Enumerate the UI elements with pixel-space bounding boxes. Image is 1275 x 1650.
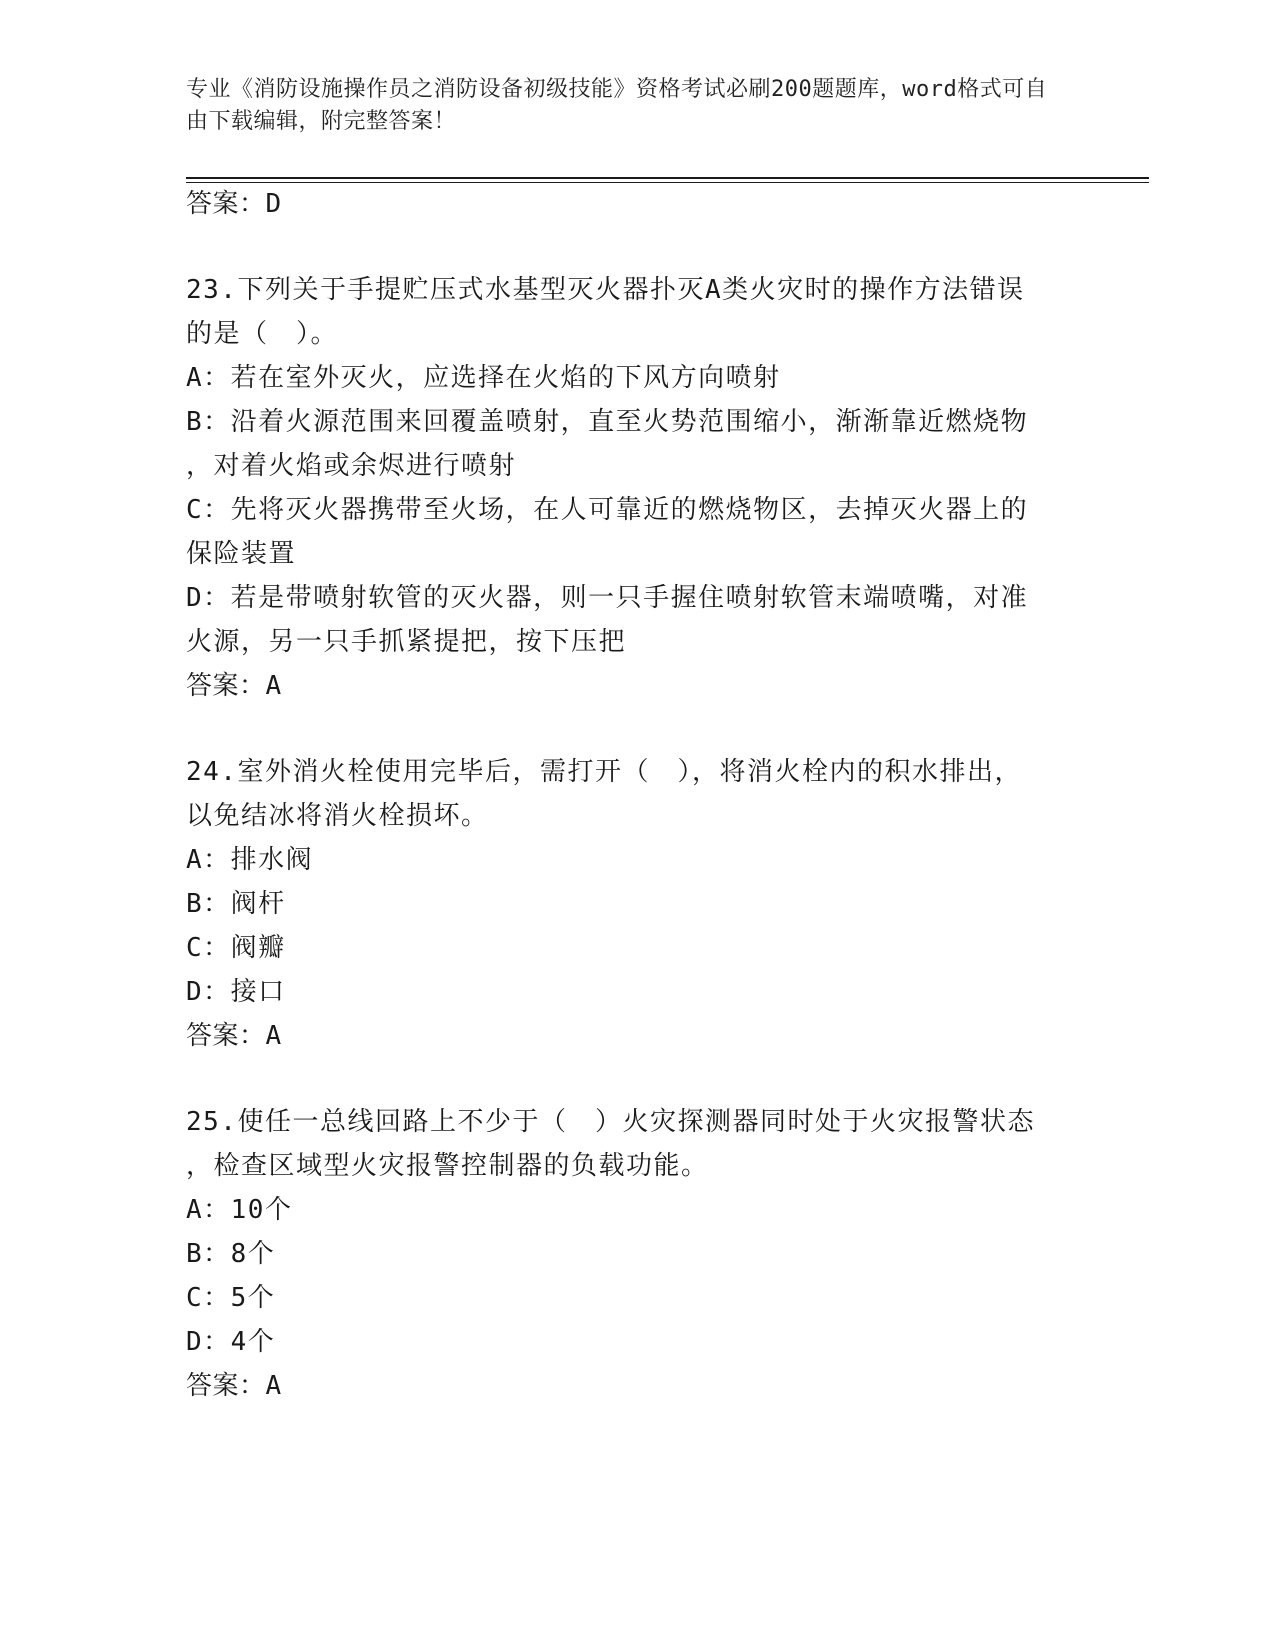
question-25-option-b: B：8个	[186, 1239, 276, 1269]
document-header: 专业《消防设施操作员之消防设备初级技能》资格考试必刷200题题库，word格式可自由下载编辑，附完整答案！	[186, 77, 1048, 134]
question-23-option-d-line-1: D：若是带喷射软管的灭火器，则一只手握住喷射软管末端喷嘴，对准	[186, 583, 1029, 613]
question-24-stem-line-2: 以免结冰将消火栓损坏。	[186, 801, 489, 831]
question-24-answer: 答案：A	[186, 1021, 282, 1051]
question-23-option-a: A：若在室外灭火，应选择在火焰的下风方向喷射	[186, 363, 781, 393]
previous-answer: 答案：D	[186, 189, 282, 219]
question-23-option-c-line-2: 保险装置	[186, 539, 297, 569]
question-25-stem-line-1: 25.使任一总线回路上不少于（ ）火灾探测器同时处于火灾报警状态	[186, 1107, 1035, 1137]
question-23-stem-line-2: 的是（ ）。	[186, 319, 339, 349]
question-23-option-b-line-2: ，对着火焰或余烬进行喷射	[186, 451, 517, 481]
question-25-option-d: D：4个	[186, 1327, 276, 1357]
header-rule-thin	[186, 182, 1149, 183]
question-24-option-d: D：接口	[186, 977, 286, 1007]
question-23-option-c-line-1: C：先将灭火器携带至火场，在人可靠近的燃烧物区，去掉灭火器上的	[186, 495, 1029, 525]
header-rule-thick	[186, 177, 1149, 179]
question-24-option-c: C：阀瓣	[186, 933, 286, 963]
question-24-option-b: B：阀杆	[186, 889, 286, 919]
question-25-option-a: A：10个	[186, 1195, 293, 1225]
question-24-option-a: A：排水阀	[186, 845, 314, 875]
question-25-answer: 答案：A	[186, 1371, 282, 1401]
question-25-option-c: C：5个	[186, 1283, 276, 1313]
question-25-stem-line-2: ，检查区域型火灾报警控制器的负载功能。	[186, 1151, 709, 1181]
question-23-stem-line-1: 23.下列关于手提贮压式水基型灭火器扑灭A类火灾时的操作方法错误	[186, 275, 1025, 305]
question-23-option-d-line-2: 火源，另一只手抓紧提把，按下压把	[186, 627, 627, 657]
question-24-stem-line-1: 24.室外消火栓使用完毕后，需打开（ ），将消火栓内的积水排出，	[186, 757, 1022, 787]
question-23-option-b-line-1: B：沿着火源范围来回覆盖喷射，直至火势范围缩小，渐渐靠近燃烧物	[186, 407, 1029, 437]
question-23-answer: 答案：A	[186, 671, 282, 701]
